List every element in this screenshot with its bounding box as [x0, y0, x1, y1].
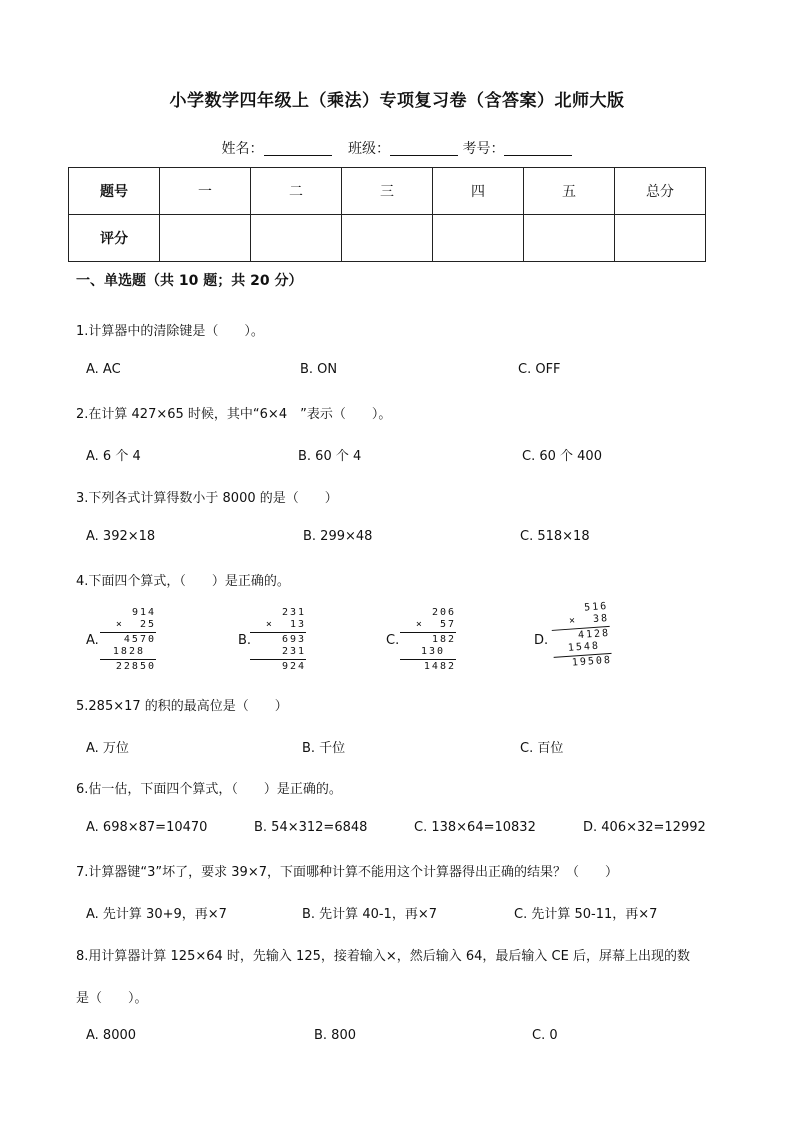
q5-option-c[interactable]: C. 百位 [520, 741, 564, 756]
question-7: 7.计算器键“3”坏了，要求 39×7，下面哪种计算不能用这个计算器得出正确的结果？（ ） [76, 865, 618, 880]
work-line: 4128 [577, 627, 611, 642]
question-6: 6.估一估，下面四个算式，（ ）是正确的。 [76, 782, 342, 797]
work-line: 231 [281, 646, 306, 657]
q3-option-b[interactable]: B. 299×48 [303, 529, 373, 544]
work-line: 19508 [571, 654, 613, 669]
q1-option-b[interactable]: B. ON [300, 362, 338, 377]
class-blank[interactable] [390, 141, 458, 156]
q7-option-c[interactable]: C. 先计算 50-11，再×7 [514, 907, 658, 922]
name-label: 姓名： [221, 141, 264, 157]
score-cell[interactable] [615, 215, 706, 262]
work-line: 1482 [423, 661, 456, 672]
work-line: 914 [131, 607, 156, 618]
student-info-line [0, 138, 794, 158]
q5-option-a[interactable]: A. 万位 [86, 741, 129, 756]
work-line: 924 [281, 661, 306, 672]
q8-option-a[interactable]: A. 8000 [86, 1028, 137, 1043]
work-line: 231 [281, 607, 306, 618]
question-2: 2.在计算 427×65 时候，其中“6×4 ”表示（ ）。 [76, 407, 392, 422]
work-line: 693 [281, 634, 306, 645]
work-line: 22850 [115, 661, 156, 672]
q6-option-d[interactable]: D. 406×32=12992 [583, 820, 706, 835]
q7-option-a[interactable]: A. 先计算 30+9，再×7 [86, 907, 227, 922]
q2-option-a[interactable]: A. 6 个 4 [86, 449, 141, 464]
score-header-cell: 五 [524, 168, 615, 215]
q4-option-d-work [550, 601, 612, 671]
exam-no-label: 考号： [462, 141, 505, 157]
question-1: 1.计算器中的清除键是（ ）。 [76, 324, 264, 339]
score-header-cell: 二 [251, 168, 342, 215]
exam-no-blank[interactable] [504, 141, 572, 156]
question-3: 3.下列各式计算得数小于 8000 的是（ ） [76, 491, 338, 506]
work-line: × 13 [265, 619, 306, 630]
score-cell[interactable] [524, 215, 615, 262]
score-header-cell: 一 [160, 168, 251, 215]
score-table-header-row [69, 168, 706, 215]
q4-option-b-work [250, 607, 306, 673]
score-cell[interactable] [433, 215, 524, 262]
q5-option-b[interactable]: B. 千位 [302, 741, 346, 756]
work-line: 4570 [123, 634, 156, 645]
q3-option-a[interactable]: A. 392×18 [86, 529, 156, 544]
q1-option-c[interactable]: C. OFF [518, 362, 561, 377]
q6-option-c[interactable]: C. 138×64=10832 [414, 820, 536, 835]
score-header-cell: 题号 [69, 168, 160, 215]
work-line: 206 [431, 607, 456, 618]
q2-option-c[interactable]: C. 60 个 400 [522, 449, 602, 464]
question-8: 8.用计算器计算 125×64 时，先输入 125，接着输入×，然后输入 64，最后输入 CE 后，屏幕上出现的数 [76, 949, 690, 964]
work-line: × 38 [568, 612, 610, 627]
q1-option-a[interactable]: A. AC [86, 362, 121, 377]
q6-option-a[interactable]: A. 698×87=10470 [86, 820, 208, 835]
page-title: 小学数学四年级上（乘法）专项复习卷（含答案）北师大版 [169, 91, 625, 111]
section-heading: 一、单选题（共 10 题；共 20 分） [76, 273, 303, 289]
q4-option-c-label[interactable]: C. [386, 633, 400, 648]
work-line: 182 [431, 634, 456, 645]
work-line: 1548 [567, 640, 601, 654]
work-line: 516 [583, 600, 609, 614]
q3-option-c[interactable]: C. 518×18 [520, 529, 590, 544]
work-line: 130 [420, 646, 445, 657]
score-cell[interactable] [342, 215, 433, 262]
q6-option-b[interactable]: B. 54×312=6848 [254, 820, 368, 835]
name-blank[interactable] [264, 141, 332, 156]
work-line: × 25 [115, 619, 156, 630]
work-line: × 57 [415, 619, 456, 630]
score-header-cell: 总分 [615, 168, 706, 215]
score-cell[interactable] [251, 215, 342, 262]
question-5: 5.285×17 的积的最高位是（ ） [76, 699, 288, 714]
q4-option-d-label[interactable]: D. [534, 633, 549, 648]
q4-option-a-work [100, 607, 156, 673]
work-line: 1828 [112, 646, 145, 657]
q4-option-a-label[interactable]: A. [86, 633, 99, 648]
question-8-continued: 是（ ）。 [76, 991, 148, 1006]
score-header-cell: 四 [433, 168, 524, 215]
question-4: 4.下面四个算式，（ ）是正确的。 [76, 574, 290, 589]
score-table [68, 167, 706, 262]
score-cell[interactable] [160, 215, 251, 262]
score-row-label: 评分 [69, 215, 160, 262]
q7-option-b[interactable]: B. 先计算 40-1，再×7 [302, 907, 437, 922]
q4-option-b-label[interactable]: B. [238, 633, 252, 648]
q2-option-b[interactable]: B. 60 个 4 [298, 449, 362, 464]
class-label: 班级： [348, 141, 390, 157]
q4-option-c-work [400, 607, 456, 673]
q8-option-b[interactable]: B. 800 [314, 1028, 356, 1043]
score-table-score-row [69, 215, 706, 262]
q8-option-c[interactable]: C. 0 [532, 1028, 558, 1043]
score-header-cell: 三 [342, 168, 433, 215]
